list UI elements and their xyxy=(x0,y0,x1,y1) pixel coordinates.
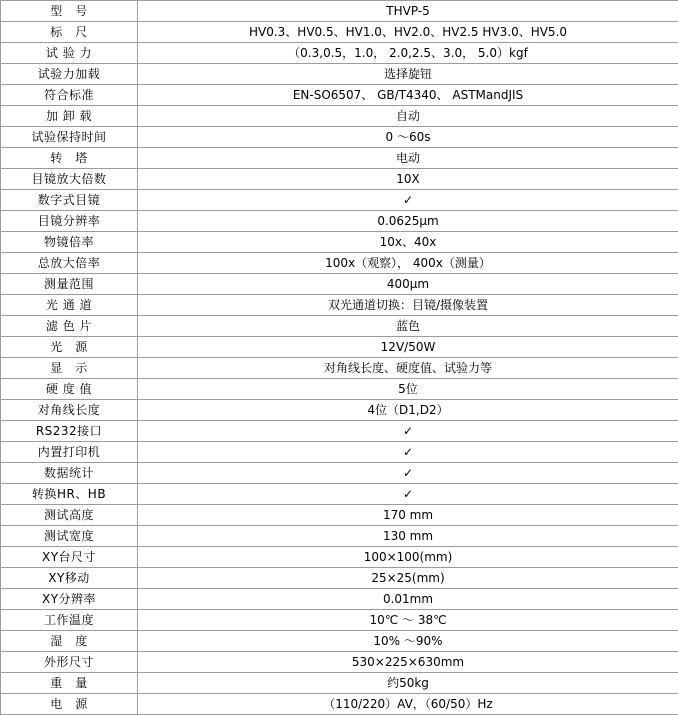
table-row xyxy=(1,127,678,148)
table-row xyxy=(1,694,678,715)
spec-value: 0 ～60s xyxy=(138,127,678,148)
spec-value: ✓ xyxy=(138,421,678,442)
spec-label: 光 通 道 xyxy=(1,295,138,316)
table-row xyxy=(1,358,678,379)
spec-value: EN-SO6507、 GB/T4340、 ASTMandJIS xyxy=(138,85,678,106)
spec-label: 光 源 xyxy=(1,337,138,358)
table-row xyxy=(1,442,678,463)
table-row xyxy=(1,400,678,421)
spec-value: 双光通道切换：目镜/摄像装置 xyxy=(138,295,678,316)
spec-label: 目镜分辨率 xyxy=(1,211,138,232)
table-row xyxy=(1,211,678,232)
spec-label: 工作温度 xyxy=(1,610,138,631)
table-row xyxy=(1,169,678,190)
spec-label: 转换HR、HB xyxy=(1,484,138,505)
table-row xyxy=(1,22,678,43)
table-row xyxy=(1,547,678,568)
spec-label: 外形尺寸 xyxy=(1,652,138,673)
table-row xyxy=(1,64,678,85)
table-row xyxy=(1,463,678,484)
spec-label: 符合标准 xyxy=(1,85,138,106)
spec-value: 10x、40x xyxy=(138,232,678,253)
spec-label: 对角线长度 xyxy=(1,400,138,421)
spec-value: 蓝色 xyxy=(138,316,678,337)
table-row xyxy=(1,337,678,358)
spec-value: 4位（D1,D2） xyxy=(138,400,678,421)
table-row xyxy=(1,421,678,442)
table-row xyxy=(1,379,678,400)
table-row xyxy=(1,631,678,652)
spec-label: XY分辨率 xyxy=(1,589,138,610)
spec-value: 选择旋钮 xyxy=(138,64,678,85)
spec-label: 试验力加载 xyxy=(1,64,138,85)
table-row xyxy=(1,589,678,610)
spec-label: 型 号 xyxy=(1,1,138,22)
spec-value: 130 mm xyxy=(138,526,678,547)
spec-label: RS232接口 xyxy=(1,421,138,442)
spec-label: 转 塔 xyxy=(1,148,138,169)
spec-label: 内置打印机 xyxy=(1,442,138,463)
spec-label: 硬 度 值 xyxy=(1,379,138,400)
spec-label: XY移动 xyxy=(1,568,138,589)
table-row xyxy=(1,232,678,253)
table-row xyxy=(1,1,678,22)
spec-value: 10% ～90% xyxy=(138,631,678,652)
table-row xyxy=(1,526,678,547)
spec-value: 100x（观察）， 400x（测量） xyxy=(138,253,678,274)
spec-value: 10X xyxy=(138,169,678,190)
table-row xyxy=(1,85,678,106)
spec-value: 0.0625μm xyxy=(138,211,678,232)
spec-label: 试 验 力 xyxy=(1,43,138,64)
spec-value: ✓ xyxy=(138,190,678,211)
spec-value: 100×100(mm) xyxy=(138,547,678,568)
table-row xyxy=(1,652,678,673)
spec-value: 530×225×630mm xyxy=(138,652,678,673)
spec-label: 滤 色 片 xyxy=(1,316,138,337)
spec-value: （0.3,0.5，1.0， 2.0,2.5、3.0， 5.0）kgf xyxy=(138,43,678,64)
spec-label: 显 示 xyxy=(1,358,138,379)
table-row xyxy=(1,274,678,295)
spec-value: 12V/50W xyxy=(138,337,678,358)
table-row xyxy=(1,148,678,169)
spec-value: ✓ xyxy=(138,484,678,505)
spec-label: 目镜放大倍数 xyxy=(1,169,138,190)
spec-label: 数字式目镜 xyxy=(1,190,138,211)
spec-label: 物镜倍率 xyxy=(1,232,138,253)
table-row xyxy=(1,295,678,316)
spec-label: 电 源 xyxy=(1,694,138,715)
spec-value: 5位 xyxy=(138,379,678,400)
spec-value: 电动 xyxy=(138,148,678,169)
spec-value: （110/220）AV，（60/50）Hz xyxy=(138,694,678,715)
table-row xyxy=(1,253,678,274)
spec-value: 400μm xyxy=(138,274,678,295)
spec-label: 试验保持时间 xyxy=(1,127,138,148)
table-row xyxy=(1,316,678,337)
spec-value: THVP-5 xyxy=(138,1,678,22)
spec-value: HV0.3、HV0.5、HV1.0、HV2.0、HV2.5 HV3.0、HV5.0 xyxy=(138,22,678,43)
spec-value: 170 mm xyxy=(138,505,678,526)
spec-value: 0.01mm xyxy=(138,589,678,610)
table-row xyxy=(1,106,678,127)
spec-label: 标 尺 xyxy=(1,22,138,43)
table-row xyxy=(1,484,678,505)
spec-label: 湿 度 xyxy=(1,631,138,652)
table-row xyxy=(1,43,678,64)
spec-label: 测量范围 xyxy=(1,274,138,295)
table-row xyxy=(1,673,678,694)
spec-label: 重 量 xyxy=(1,673,138,694)
spec-label: 测试高度 xyxy=(1,505,138,526)
spec-value: 对角线长度、硬度值、试验力等 xyxy=(138,358,678,379)
table-row xyxy=(1,505,678,526)
spec-value: ✓ xyxy=(138,463,678,484)
spec-value: 10℃ ～ 38℃ xyxy=(138,610,678,631)
spec-label: 总放大倍率 xyxy=(1,253,138,274)
spec-label: 测试宽度 xyxy=(1,526,138,547)
table-row xyxy=(1,190,678,211)
spec-value: 自动 xyxy=(138,106,678,127)
table-row xyxy=(1,568,678,589)
spec-value: 25×25(mm) xyxy=(138,568,678,589)
spec-value: ✓ xyxy=(138,442,678,463)
table-row xyxy=(1,610,678,631)
spec-label: XY台尺寸 xyxy=(1,547,138,568)
spec-label: 数据统计 xyxy=(1,463,138,484)
spec-label: 加 卸 载 xyxy=(1,106,138,127)
spec-value: 约50kg xyxy=(138,673,678,694)
